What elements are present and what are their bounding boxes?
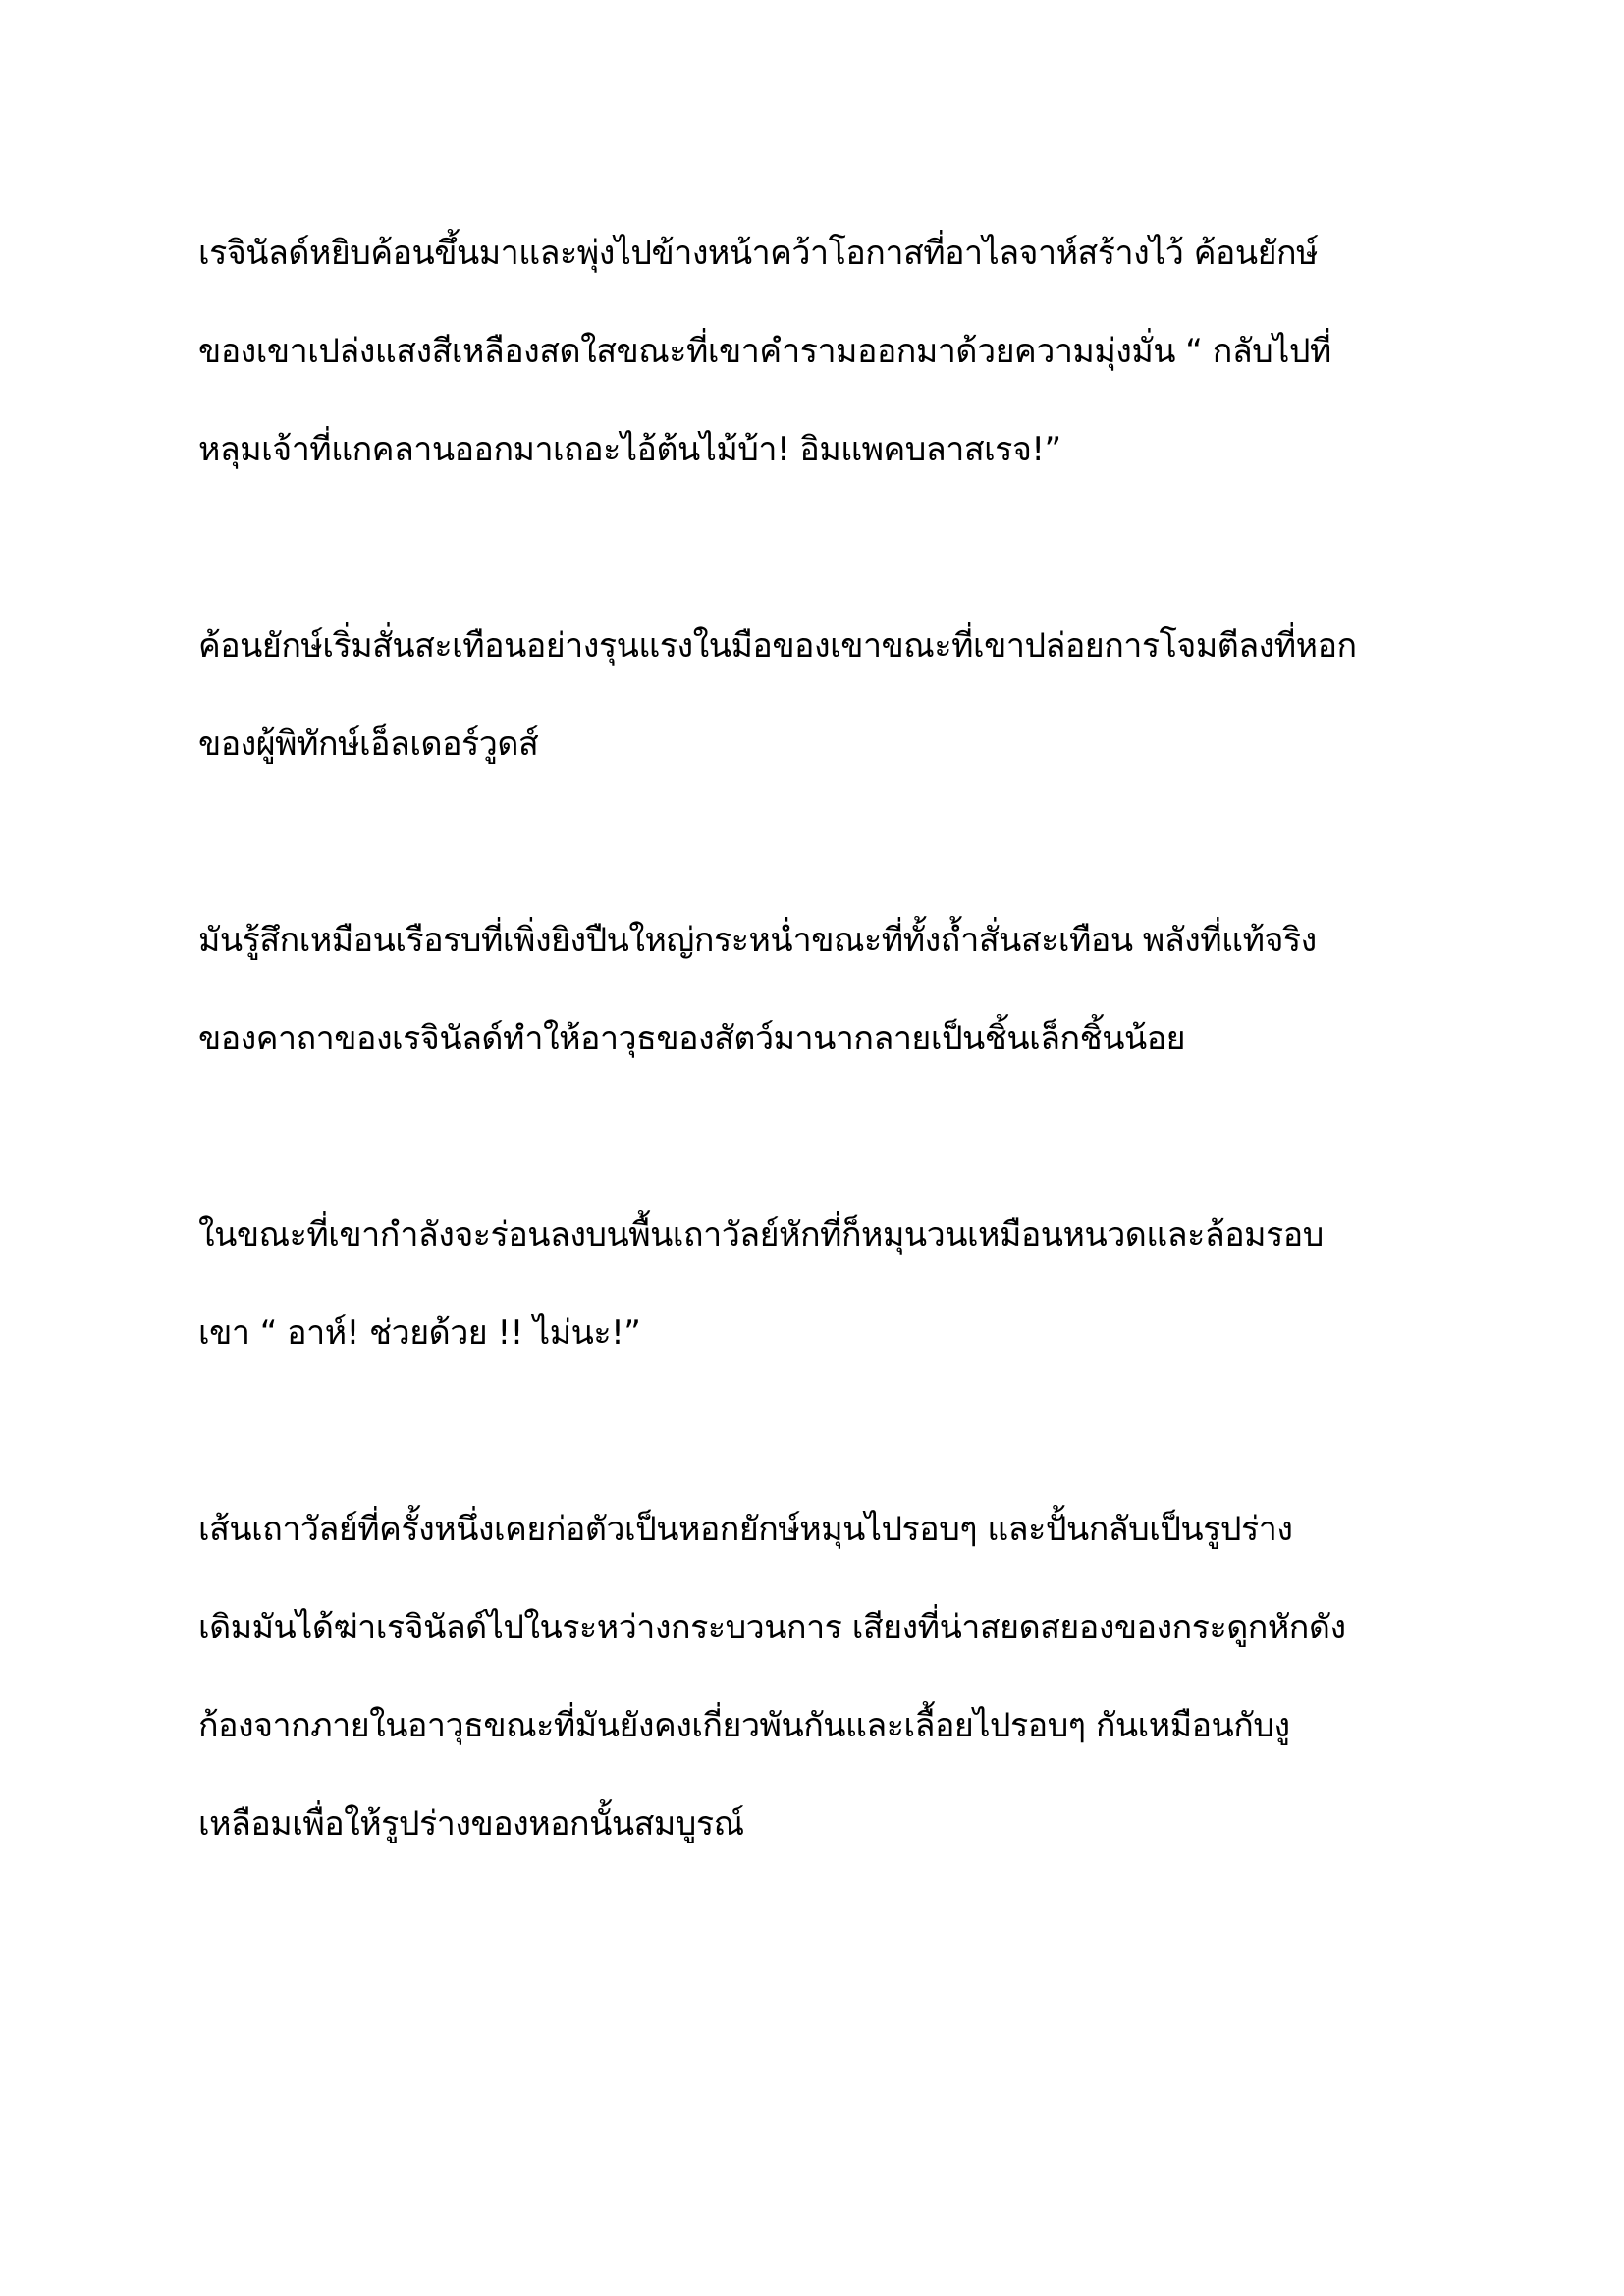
paragraph-line: ก้องจากภายในอาวุธขณะที่มันยังคงเกี่ยวพันกันและเลื้อยไปรอบๆ กันเหมือนกับงู	[198, 1706, 1290, 1745]
paragraph-line: เดิมมันได้ฆ่าเรจินัลด์ไปในระหว่างกระบวนการ เสียงที่น่าสยดสยองของกระดูกหักดัง	[198, 1608, 1346, 1647]
paragraph-3	[198, 891, 1475, 1088]
paragraph-4	[198, 1186, 1475, 1382]
paragraph-line: ของคาถาของเรจินัลด์ทำให้อาวุธของสัตว์มานากลายเป็นชิ้นเล็กชิ้นน้อย	[198, 1019, 1186, 1058]
paragraph-line: เขา “ อาห์! ช่วยด้วย !! ไม่นะ!”	[198, 1313, 641, 1353]
paragraph-line: ในขณะที่เขากำลังจะร่อนลงบนพื้นเถาวัลย์หักที่ก็หมุนวนเหมือนหนวดและล้อมรอบ	[198, 1215, 1324, 1255]
document-body	[198, 204, 1475, 1873]
paragraph-line: เหลือมเพื่อให้รูปร่างของหอกนั้นสมบูรณ์	[198, 1804, 744, 1843]
paragraph-line: มันรู้สึกเหมือนเรือรบที่เพิ่งยิงปืนใหญ่กระหน่ำขณะที่ทั้งถ้ำสั่นสะเทือน พลังที่แท้จริง	[198, 921, 1317, 960]
paragraph-line: หลุมเจ้าที่แกคลานออกมาเถอะไอ้ต้นไม้บ้า! อิมแพคบลาสเรจ!”	[198, 430, 1061, 469]
paragraph-5	[198, 1480, 1475, 1873]
paragraph-1	[198, 204, 1475, 499]
paragraph-line: ค้อนยักษ์เริ่มสั่นสะเทือนอย่างรุนแรงในมือของเขาขณะที่เขาปล่อยการโจมตีลงที่หอก	[198, 626, 1357, 666]
paragraph-line: ของผู้พิทักษ์เอ็ลเดอร์วูดส์	[198, 724, 539, 764]
paragraph-line: เส้นเถาวัลย์ที่ครั้งหนึ่งเคยก่อตัวเป็นหอกยักษ์หมุนไปรอบๆ และปั้นกลับเป็นรูปร่าง	[198, 1510, 1293, 1549]
paragraph-line: ของเขาเปล่งแสงสีเหลืองสดใสขณะที่เขาคำรามออกมาด้วยความมุ่งมั่น “ กลับไปที่	[198, 332, 1331, 371]
paragraph-2	[198, 597, 1475, 793]
paragraph-line: เรจินัลด์หยิบค้อนขึ้นมาและพุ่งไปข้างหน้าคว้าโอกาสที่อาไลจาห์สร้างไว้ ค้อนยักษ์	[198, 234, 1319, 273]
